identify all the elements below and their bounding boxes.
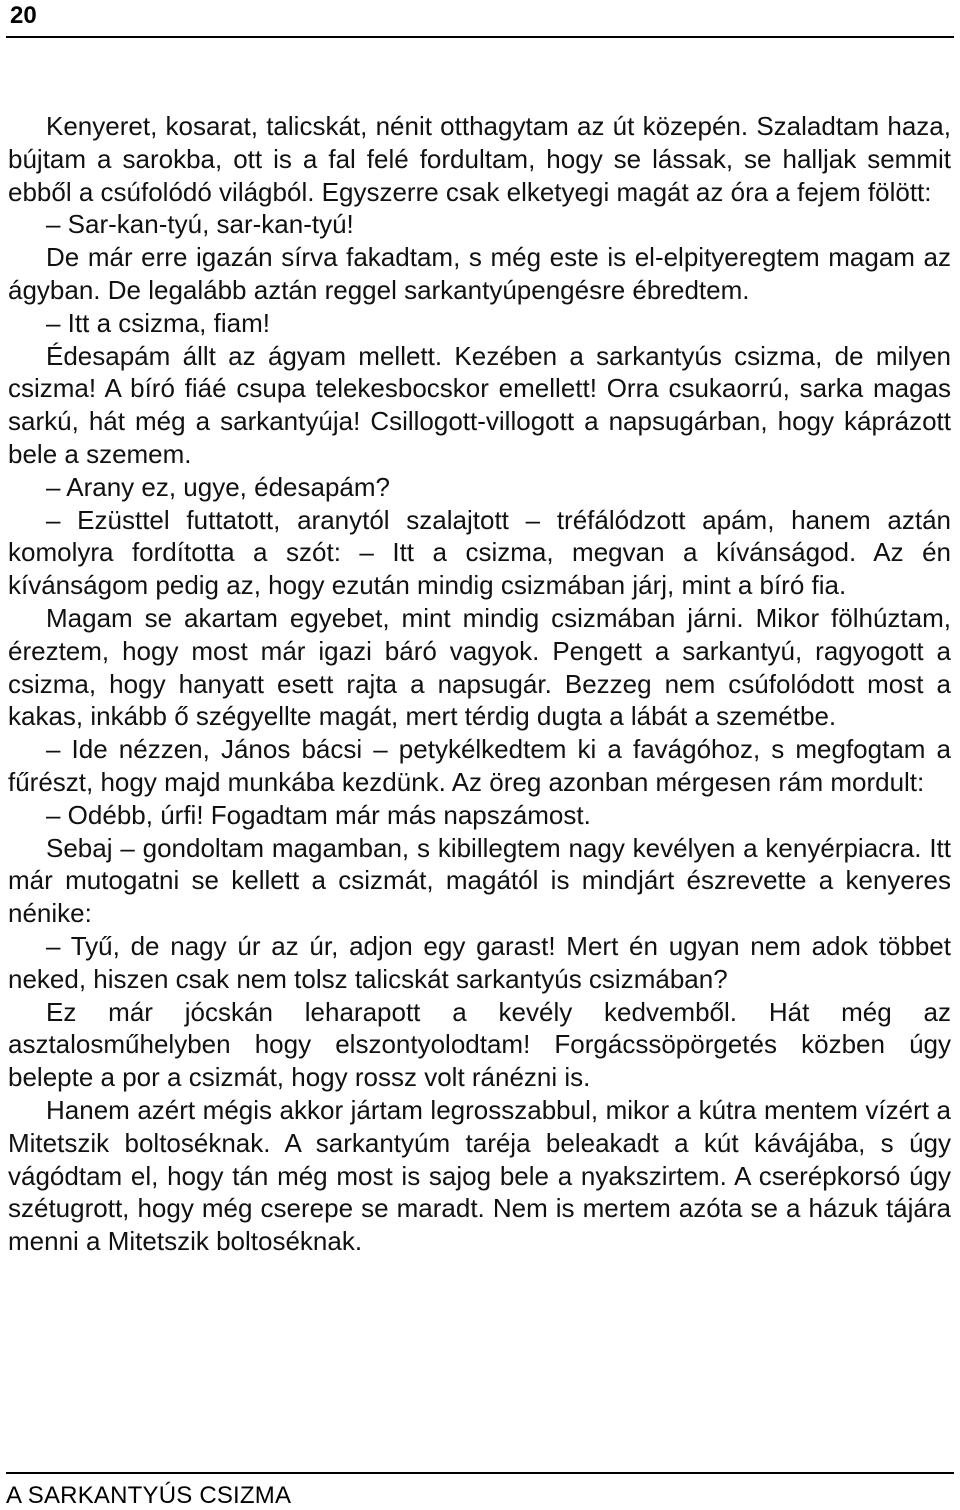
page-footer	[6, 1472, 954, 1509]
paragraph: – Tyű, de nagy úr az úr, adjon egy garast! Mert én ugyan nem adok többet neked, hiszen csak nem tolsz talicskát sarkantyús csizmában?	[8, 930, 951, 994]
paragraph: Ez már jócskán leharapott a kevély kedvemből. Hát még az asztalosműhelyben hogy elszontyolodtam! Forgácssöpörgetés közben úgy belepte a por a csizmát, hogy rossz volt ránézni is.	[8, 996, 951, 1093]
paragraph: – Itt a csizma, fiam!	[46, 307, 270, 338]
page-number: 20	[10, 2, 37, 29]
page-header	[6, 0, 954, 38]
paragraph: Kenyeret, kosarat, talicskát, nénit otthagytam az út közepén. Szaladtam haza, bújtam a sarokba, ott is a fal felé fordultam, hogy se lássak, se halljak semmit ebből a csúfolódó világból. Egyszerre csak elketyegi magát az óra a fejem fölött:	[8, 111, 951, 207]
body-text	[8, 110, 951, 1258]
paragraph: – Ide nézzen, János bácsi – petykélkedtem ki a favágóhoz, s megfogtam a fűrészt, hogy majd munkába kezdünk. Az öreg azonban mérgesen rám mordult:	[8, 734, 951, 797]
paragraph: Sebaj – gondoltam magamban, s kibillegtem nagy kevélyen a kenyérpiacra. Itt már mutogatni se kellett a csizmát, magától is mindjárt észrevette a kenyeres nénike:	[8, 832, 951, 929]
paragraph: Édesapám állt az ágyam mellett. Kezében a sarkantyús csizma, de milyen csizma! A bíró fiáé csupa telekesbocskor emellett! Orra csukaorrú, sarka magas sarkú, hát még a sarkantyúja! Csillogott-villogott a napsugárban, hogy káprázott bele a szemem.	[8, 340, 951, 469]
paragraph: – Sar-kan-tyú, sar-kan-tyú!	[46, 209, 354, 240]
running-title: A SARKANTYÚS CSIZMA	[6, 1482, 292, 1509]
paragraph: – Odébb, úrfi! Fogadtam már más napszámost.	[46, 799, 591, 830]
paragraph: Hanem azért mégis akkor jártam legrosszabbul, mikor a kútra mentem vízért a Mitetszik boltoséknak. A sarkantyúm taréja beleakadt a kút kávájába, s úgy vágódtam el, hogy tán még most is sajog bele a nyakszirtem. A cserépkorsó úgy szétugrott, hogy még cserepe se maradt. Nem is mertem azóta se a házuk tájára menni a Mitetszik boltoséknak.	[8, 1094, 951, 1257]
paragraph: – Ezüsttel futtatott, aranytól szalajtott – tréfálódzott apám, hanem aztán komolyra fordította a szót: – Itt a csizma, megvan a kívánságod. Az én kívánságom pedig az, hogy ezután mindig csizmában járj, mint a bíró fia.	[8, 504, 951, 601]
paragraph: De már erre igazán sírva fakadtam, s még este is el-elpityeregtem magam az ágyban. De legalább aztán reggel sarkantyúpengésre ébredtem.	[8, 242, 951, 305]
paragraph: Magam se akartam egyebet, mint mindig csizmában járni. Mikor fölhúztam, éreztem, hogy most már igazi báró vagyok. Pengett a sarkantyú, ragyogott a csizma, hogy hanyatt esett rajta a napsugár. Bezzeg nem csúfolódott most a kakas, inkább ő szégyellte magát, mert térdig dugta a lábát a szemétbe.	[8, 602, 951, 732]
paragraph: – Arany ez, ugye, édesapám?	[46, 471, 391, 502]
